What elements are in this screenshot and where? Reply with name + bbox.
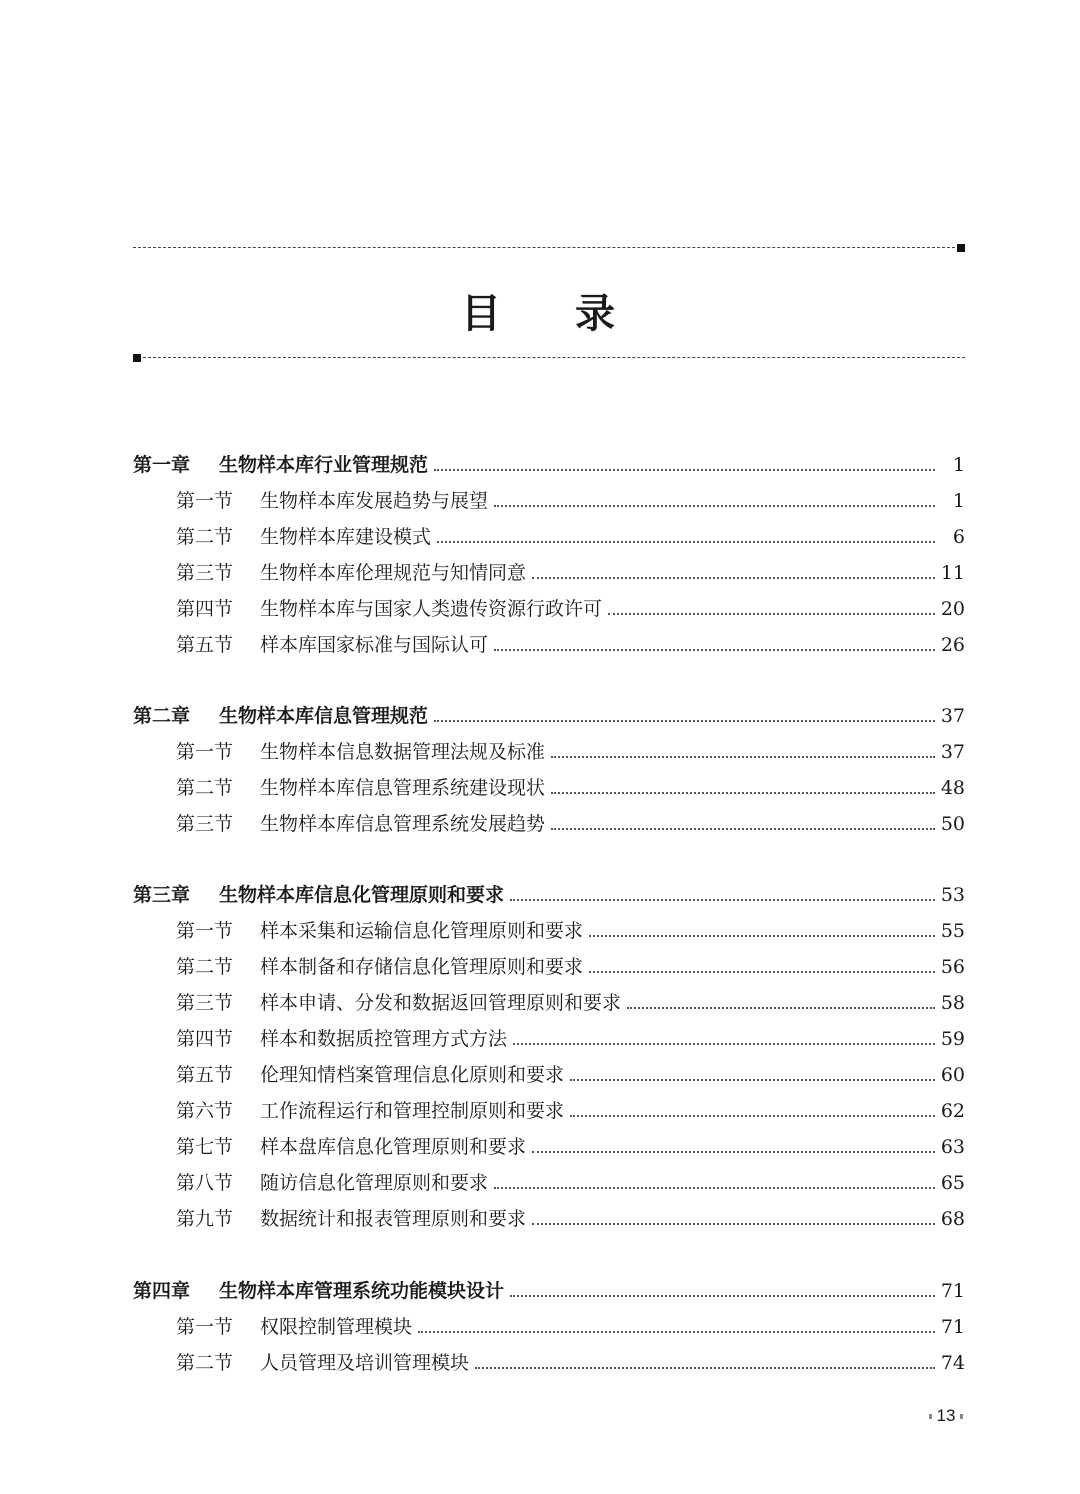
page-title <box>0 282 1080 339</box>
toc-section[interactable] <box>176 737 965 767</box>
toc-title: 伦理知情档案管理信息化原则和要求 <box>260 1064 565 1086</box>
page-folio <box>924 1406 968 1426</box>
toc-number: 第一节 <box>176 490 234 512</box>
toc-section[interactable] <box>176 1348 965 1378</box>
toc-title: 生物样本库发展趋势与展望 <box>260 490 489 512</box>
toc-leader-dots <box>532 577 935 579</box>
toc-number: 第四章 <box>133 1280 191 1302</box>
toc-leader-dots <box>551 828 935 830</box>
toc-page-number: 65 <box>940 1172 965 1194</box>
toc-number: 第二节 <box>176 777 234 799</box>
toc-number: 第一节 <box>176 1316 234 1338</box>
toc-title: 人员管理及培训管理模块 <box>260 1352 470 1374</box>
toc-page-number: 63 <box>940 1136 965 1158</box>
folio-square-icon <box>960 1414 963 1419</box>
toc-page-number: 48 <box>940 777 965 799</box>
toc-chapter-1[interactable] <box>133 450 965 480</box>
top-rule-square-icon <box>957 244 965 252</box>
title-char-2: 录 <box>575 291 619 337</box>
toc-page-number: 20 <box>940 598 965 620</box>
toc-leader-dots <box>494 505 935 507</box>
toc-leader-dots <box>494 649 935 651</box>
toc-page-number: 71 <box>940 1280 965 1302</box>
toc-leader-dots <box>589 935 935 937</box>
toc-page-number: 1 <box>952 490 965 512</box>
toc-page-number: 26 <box>940 634 965 656</box>
toc-page-number: 37 <box>940 705 965 727</box>
toc-page-number: 11 <box>940 562 965 584</box>
toc-title: 生物样本库管理系统功能模块设计 <box>219 1280 505 1302</box>
toc-section[interactable] <box>176 1024 965 1054</box>
toc-title: 样本和数据质控管理方式方法 <box>260 1028 508 1050</box>
toc-page-number: 55 <box>940 920 965 942</box>
toc-number: 第八节 <box>176 1172 234 1194</box>
toc-leader-dots <box>570 1079 935 1081</box>
toc-page-number: 53 <box>940 884 965 906</box>
toc-leader-dots <box>434 720 935 722</box>
toc-title: 样本采集和运输信息化管理原则和要求 <box>260 920 584 942</box>
bottom-dashed-rule <box>133 357 965 358</box>
toc-number: 第一章 <box>133 454 191 476</box>
toc-number: 第二节 <box>176 526 234 548</box>
toc-leader-dots <box>608 613 935 615</box>
toc-title: 生物样本库信息管理系统发展趋势 <box>260 813 546 835</box>
toc-title: 生物样本库建设模式 <box>260 526 432 548</box>
toc-page-number: 62 <box>940 1100 965 1122</box>
toc-title: 生物样本库与国家人类遗传资源行政许可 <box>260 598 603 620</box>
toc-page-number: 59 <box>940 1028 965 1050</box>
toc-leader-dots <box>532 1151 935 1153</box>
toc-leader-dots <box>570 1115 935 1117</box>
toc-chapter-3[interactable] <box>133 880 965 910</box>
toc-section[interactable] <box>176 594 965 624</box>
toc-title: 样本库国家标准与国际认可 <box>260 634 489 656</box>
toc-title: 生物样本库信息化管理原则和要求 <box>219 884 505 906</box>
toc-page-number: 58 <box>940 992 965 1014</box>
toc-page-number: 6 <box>952 526 965 548</box>
toc-leader-dots <box>513 1043 935 1045</box>
toc-title: 工作流程运行和管理控制原则和要求 <box>260 1100 565 1122</box>
toc-chapter-4[interactable] <box>133 1276 965 1306</box>
toc-section[interactable] <box>176 558 965 588</box>
toc-leader-dots <box>475 1367 935 1369</box>
title-char-1: 目 <box>461 291 505 337</box>
top-dashed-rule <box>133 247 965 248</box>
toc-number: 第五节 <box>176 634 234 656</box>
toc-section[interactable] <box>176 486 965 516</box>
toc-leader-dots <box>551 792 935 794</box>
toc-title: 样本盘库信息化管理原则和要求 <box>260 1136 527 1158</box>
toc-page-number: 1 <box>952 454 965 476</box>
toc-leader-dots <box>589 971 935 973</box>
toc-number: 第五节 <box>176 1064 234 1086</box>
folio-number: 13 <box>936 1406 956 1425</box>
toc-leader-dots <box>434 469 935 471</box>
toc-number: 第三章 <box>133 884 191 906</box>
toc-number: 第六节 <box>176 1100 234 1122</box>
toc-number: 第三节 <box>176 813 234 835</box>
toc-leader-dots <box>437 541 935 543</box>
toc-leader-dots <box>510 899 935 901</box>
toc-title: 样本制备和存储信息化管理原则和要求 <box>260 956 584 978</box>
toc-section[interactable] <box>176 988 965 1018</box>
toc-section[interactable] <box>176 1168 965 1198</box>
toc-number: 第四节 <box>176 1028 234 1050</box>
toc-number: 第一节 <box>176 920 234 942</box>
toc-number: 第二节 <box>176 1352 234 1374</box>
toc-leader-dots <box>551 756 935 758</box>
toc-number: 第二节 <box>176 956 234 978</box>
toc-title: 生物样本库信息管理系统建设现状 <box>260 777 546 799</box>
toc-section[interactable] <box>176 1060 965 1090</box>
toc-section[interactable] <box>176 1096 965 1126</box>
toc-number: 第三节 <box>176 562 234 584</box>
toc-number: 第七节 <box>176 1136 234 1158</box>
toc-title: 样本申请、分发和数据返回管理原则和要求 <box>260 992 622 1014</box>
toc-page-number: 37 <box>940 741 965 763</box>
toc-section[interactable] <box>176 916 965 946</box>
toc-number: 第二章 <box>133 705 191 727</box>
toc-title: 随访信息化管理原则和要求 <box>260 1172 489 1194</box>
toc-section[interactable] <box>176 773 965 803</box>
toc-number: 第九节 <box>176 1208 234 1230</box>
toc-leader-dots <box>494 1187 935 1189</box>
toc-title: 生物样本信息数据管理法规及标准 <box>260 741 546 763</box>
toc-page-number: 71 <box>940 1316 965 1338</box>
toc-title: 生物样本库伦理规范与知情同意 <box>260 562 527 584</box>
toc-page-number: 50 <box>940 813 965 835</box>
toc-section[interactable] <box>176 809 965 839</box>
toc-page-number: 74 <box>940 1352 965 1374</box>
toc-page-number: 68 <box>940 1208 965 1230</box>
toc-title: 数据统计和报表管理原则和要求 <box>260 1208 527 1230</box>
toc-section[interactable] <box>176 1312 965 1342</box>
toc-chapter-2[interactable] <box>133 701 965 731</box>
toc-section[interactable] <box>176 630 965 660</box>
toc-number: 第三节 <box>176 992 234 1014</box>
folio-square-icon <box>929 1414 932 1419</box>
toc-number: 第四节 <box>176 598 234 620</box>
toc-leader-dots <box>510 1295 935 1297</box>
toc-section[interactable] <box>176 1132 965 1162</box>
toc-page-number: 56 <box>940 956 965 978</box>
toc-leader-dots <box>532 1223 935 1225</box>
toc-number: 第一节 <box>176 741 234 763</box>
toc-title: 生物样本库信息管理规范 <box>219 705 429 727</box>
toc-leader-dots <box>627 1007 935 1009</box>
toc-title: 权限控制管理模块 <box>260 1316 413 1338</box>
toc-leader-dots <box>418 1331 935 1333</box>
toc-section[interactable] <box>176 952 965 982</box>
bottom-rule-square-icon <box>133 354 141 362</box>
toc-title: 生物样本库行业管理规范 <box>219 454 429 476</box>
toc-section[interactable] <box>176 522 965 552</box>
toc-section[interactable] <box>176 1204 965 1234</box>
toc-page-number: 60 <box>940 1064 965 1086</box>
